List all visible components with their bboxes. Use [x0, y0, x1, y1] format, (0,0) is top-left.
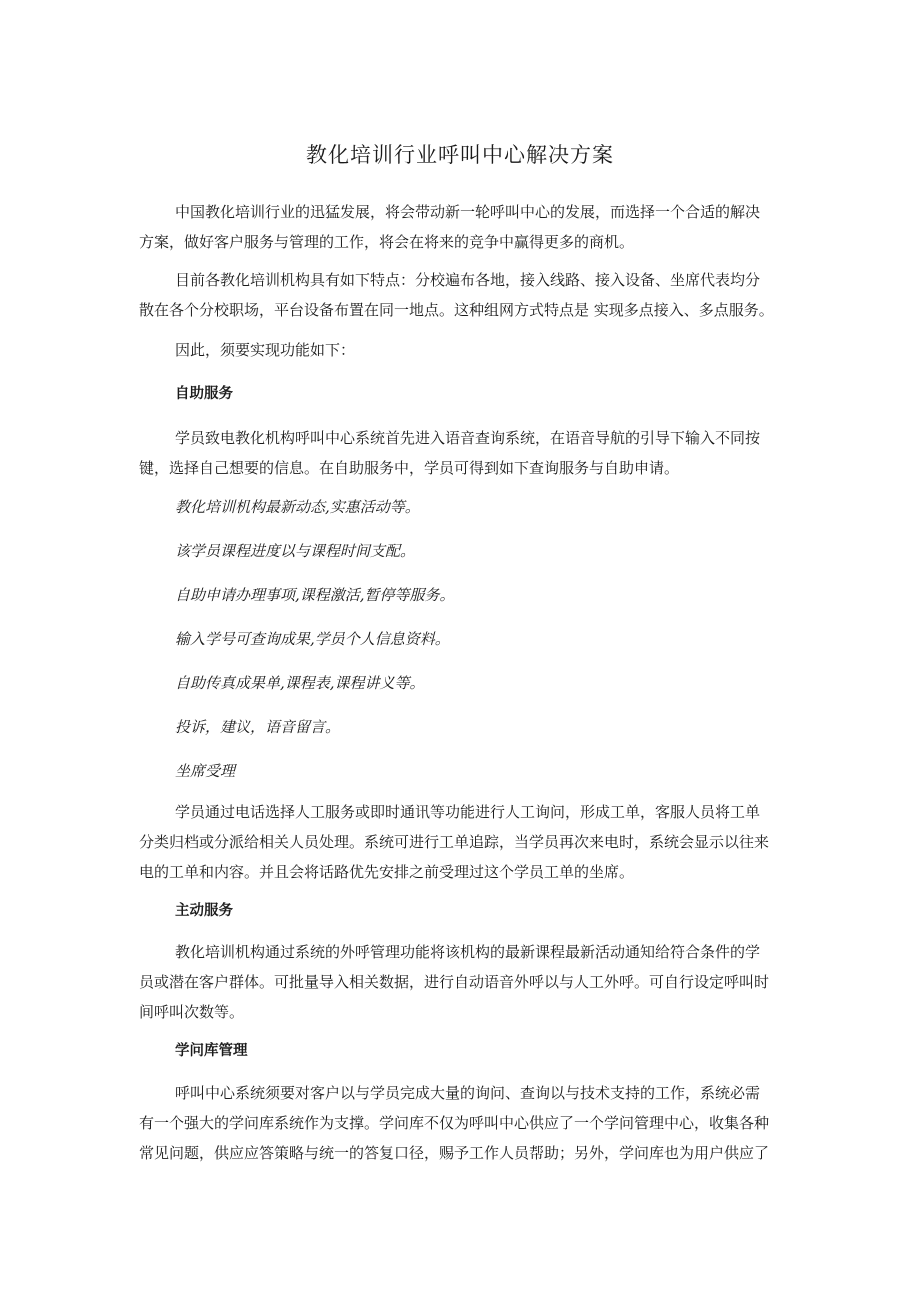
- list-item: 自助申请办理事项,课程激活,暂停等服务。: [175, 586, 455, 604]
- paragraph-intro: [139, 197, 784, 257]
- paragraph-line: 员或潜在客户群体。可批量导入相关数据，进行自动语音外呼以与人工外呼。可自行设定呼叫时: [139, 973, 770, 991]
- paragraph-agent: [139, 797, 784, 887]
- paragraph-self-service: [139, 423, 784, 483]
- paragraph-knowledge-base: [139, 1078, 784, 1168]
- paragraph-features: [139, 265, 784, 325]
- list-item: 自助传真成果单,课程表,课程讲义等。: [175, 674, 425, 692]
- document-title: 教化培训行业呼叫中心解决方案: [306, 143, 614, 167]
- paragraph-line: 目前各教化培训机构具有如下特点：分校遍布各地，接入线路、接入设备、坐席代表均分: [175, 271, 761, 289]
- section-heading-active-service: 主动服务: [175, 903, 233, 919]
- section-heading-knowledge-base: 学问库管理: [175, 1043, 248, 1059]
- paragraph-requirements: 因此，须要实现功能如下：: [175, 341, 356, 359]
- paragraph-line: 学员致电教化机构呼叫中心系统首先进入语音查询系统，在语音导航的引导下输入不同按: [175, 429, 761, 447]
- paragraph-line: 有一个强大的学问库系统作为支撑。学问库不仅为呼叫中心供应了一个学问管理中心，收集各种: [139, 1114, 770, 1132]
- paragraph-line: 键，选择自己想要的信息。在自助服务中，学员可得到如下查询服务与自助申请。: [139, 459, 680, 477]
- list-item: 投诉，建议，语音留言。: [175, 718, 341, 736]
- paragraph-line: 散在各个分校职场，平台设备布置在同一地点。这种组网方式特点是 实现多点接入、多点服务。: [139, 301, 774, 319]
- list-item: 该学员课程进度以与课程时间支配。: [175, 542, 416, 560]
- paragraph-line: 电的工单和内容。并且会将话路优先安排之前受理过这个学员工单的坐席。: [139, 863, 635, 881]
- section-heading-agent: 坐席受理: [175, 762, 236, 780]
- section-heading-self-service: 自助服务: [175, 386, 233, 402]
- list-item: 输入学号可查询成果,学员个人信息资料。: [175, 630, 450, 648]
- paragraph-line: 常见问题，供应应答策略与统一的答复口径，赐予工作人员帮助；另外，学问库也为用户供应了: [139, 1144, 770, 1162]
- paragraph-line: 中国教化培训行业的迅猛发展，将会带动新一轮呼叫中心的发展，而选择一个合适的解决: [175, 203, 761, 221]
- paragraph-line: 学员通过电话选择人工服务或即时通讯等功能进行人工询问，形成工单，客服人员将工单: [175, 803, 761, 821]
- paragraph-line: 间呼叫次数等。: [139, 1003, 245, 1021]
- list-item: 教化培训机构最新动态,实惠活动等。: [175, 498, 420, 516]
- paragraph-line: 方案，做好客户服务与管理的工作，将会在将来的竞争中赢得更多的商机。: [139, 233, 635, 251]
- paragraph-line: 教化培训机构通过系统的外呼管理功能将该机构的最新课程最新活动通知给符合条件的学: [175, 943, 761, 961]
- paragraph-line: 呼叫中心系统须要对客户以与学员完成大量的询问、查询以与技术支持的工作，系统必需: [175, 1084, 761, 1102]
- paragraph-active-service: [139, 937, 784, 1027]
- paragraph-line: 分类归档或分派给相关人员处理。系统可进行工单追踪，当学员再次来电时，系统会显示以往来: [139, 833, 770, 851]
